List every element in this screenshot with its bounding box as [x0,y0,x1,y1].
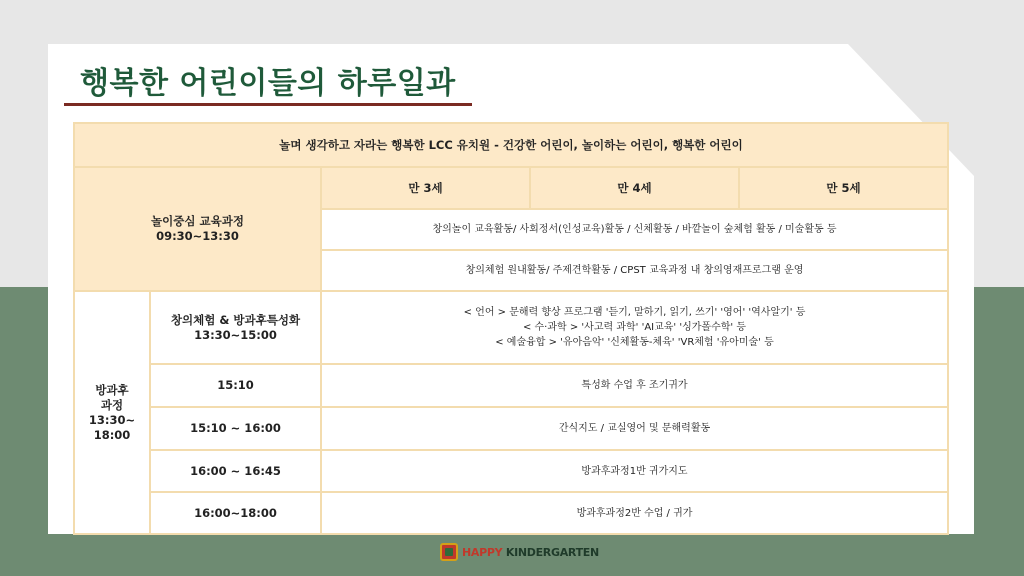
row-time: 15:10 [150,364,321,407]
row-desc: 방과후과정2반 수업 / 귀가 [321,492,948,534]
row-time: 16:00~18:00 [150,492,321,534]
core-curriculum-cell [74,167,321,291]
table-banner: 놀며 생각하고 자라는 행복한 LCC 유치원 - 건강한 어린이, 놀이하는 어린이, 행복한 어린이 [74,123,948,167]
core-activities-row: 창의놀이 교육활동/ 사회정서(인성교육)활동 / 신체활동 / 바깥놀이 숲체험 활동 / 미술활동 등 [321,209,948,250]
row-time: 15:10 ~ 16:00 [150,407,321,450]
core-experience-row: 창의체험 원내활동/ 주제견학활동 / CPST 교육과정 내 창의영재프로그램 운영 [321,250,948,291]
special-program-desc: < 언어 > 문해력 향상 프로그램 '듣기, 말하기, 읽기, 쓰기' '영어' '역사알기' 등 < 수·과학 > '사고력 과학' 'AI교육' '싱가폴수학' 등 < 예술융합 > '유아음악' '신체활동-체육' 'VR체험 '유아미술' 등 [321,291,948,364]
after-school-cell: 방과후 과정 13:30~ 18:00 [74,291,150,534]
title-underline [64,103,472,106]
kindergarten-logo-icon [440,543,458,561]
core-curriculum-time: 09:30~13:30 [156,229,239,243]
row-desc: 방과후과정1반 귀가지도 [321,450,948,492]
special-program-cell [150,291,321,364]
schedule-table [73,122,949,535]
core-curriculum-label: 놀이중심 교육과정 [151,214,244,228]
age-header-5: 만 5세 [739,167,948,209]
row-desc: 간식지도 / 교실영어 및 문해력활동 [321,407,948,450]
row-time: 16:00 ~ 16:45 [150,450,321,492]
age-header-3: 만 3세 [321,167,530,209]
footer-logo [440,542,599,562]
special-program-label: 창의체험 & 방과후특성화 [170,312,301,327]
brand-name: HAPPY KINDERGARTEN [462,545,599,559]
age-header-4: 만 4세 [530,167,739,209]
page-title: 행복한 어린이들의 하루일과 [80,66,456,101]
row-desc: 특성화 수업 후 조기귀가 [321,364,948,407]
special-program-time: 13:30~15:00 [194,327,277,342]
